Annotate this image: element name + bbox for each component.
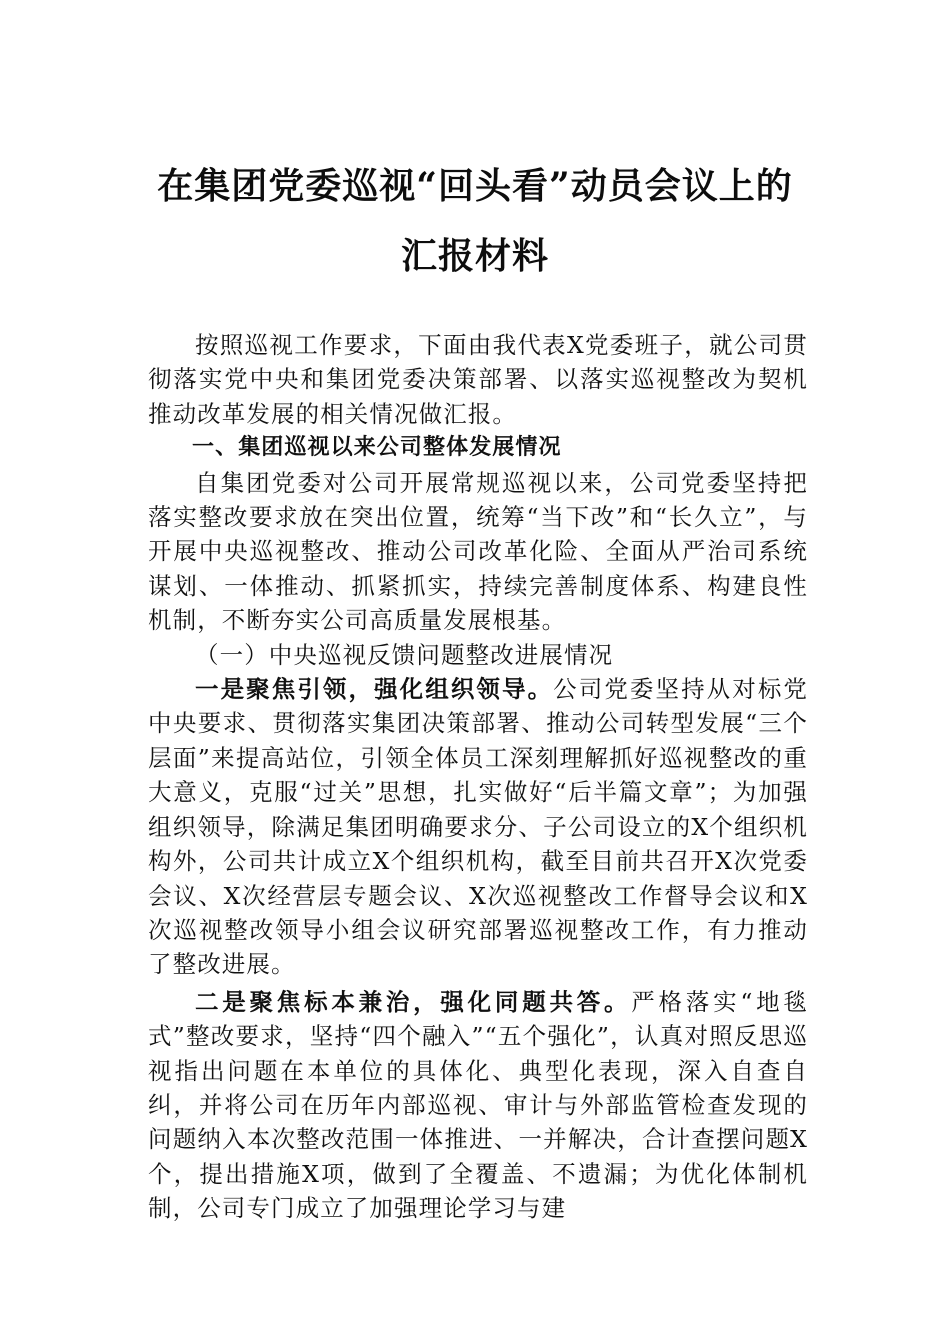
point-1-lead: 一是聚焦引领，强化组织领导。 bbox=[195, 675, 554, 704]
document-body bbox=[148, 328, 808, 1226]
point-1-paragraph bbox=[148, 672, 808, 982]
point-2-paragraph bbox=[148, 985, 808, 1226]
subsection-1-heading: （一）中央巡视反馈问题整改进展情况 bbox=[195, 640, 614, 669]
point-2-text: 严格落实“地毯式”整改要求，坚持“四个融入”“五个强化”，认真对照反思巡视指出问题在本单位的具体化、典型化表现，深入自查自纠，并将公司在历年内部巡视、审计与外部监管检查发现的问题纳入本次整改范围一体推进、一并解决，合计查摆问题X个，提出措施X项，做到了全覆盖、不遗漏；为优化体制机制，公司专门成立了加强理论学习与建 bbox=[148, 987, 808, 1223]
point-1-text: 公司党委坚持从对标党中央要求、贯彻落实集团决策部署、推动公司转型发展“三个层面”来提高站位，引领全体员工深刻理解抓好巡视整改的重大意义，克服“过关”思想，扎实做好“后半篇文章”；为加强组织领导，除满足集团明确要求分、子公司设立的X个组织机构外，公司共计成立X个组织机构，截至目前共召开X次党委会议、X次经营层专题会议、X次巡视整改工作督导会议和X次巡视整改领导小组会议研究部署巡视整改工作，有力推动了整改进展。 bbox=[148, 675, 808, 979]
document-title-line-1: 在集团党委巡视“回头看”动员会议上的 bbox=[157, 165, 793, 207]
section-1-heading: 一、集团巡视以来公司整体发展情况 bbox=[192, 435, 562, 461]
point-2-lead: 二是聚焦标本兼治，强化同题共答。 bbox=[195, 987, 632, 1016]
intro-paragraph: 按照巡视工作要求，下面由我代表X党委班子，就公司贯彻落实党中央和集团党委决策部署、以落实巡视整改为契机推动改革发展的相关情况做汇报。 bbox=[148, 331, 808, 428]
document-title-line-2: 汇报材料 bbox=[400, 235, 549, 277]
section-1-paragraph: 自集团党委对公司开展常规巡视以来，公司党委坚持把落实整改要求放在突出位置，统筹“当下改”和“长久立”，与开展中央巡视整改、推动公司改革化险、全面从严治司系统谋划、一体推动、抓紧抓实，持续完善制度体系、构建良性机制，不断夯实公司高质量发展根基。 bbox=[148, 468, 808, 635]
